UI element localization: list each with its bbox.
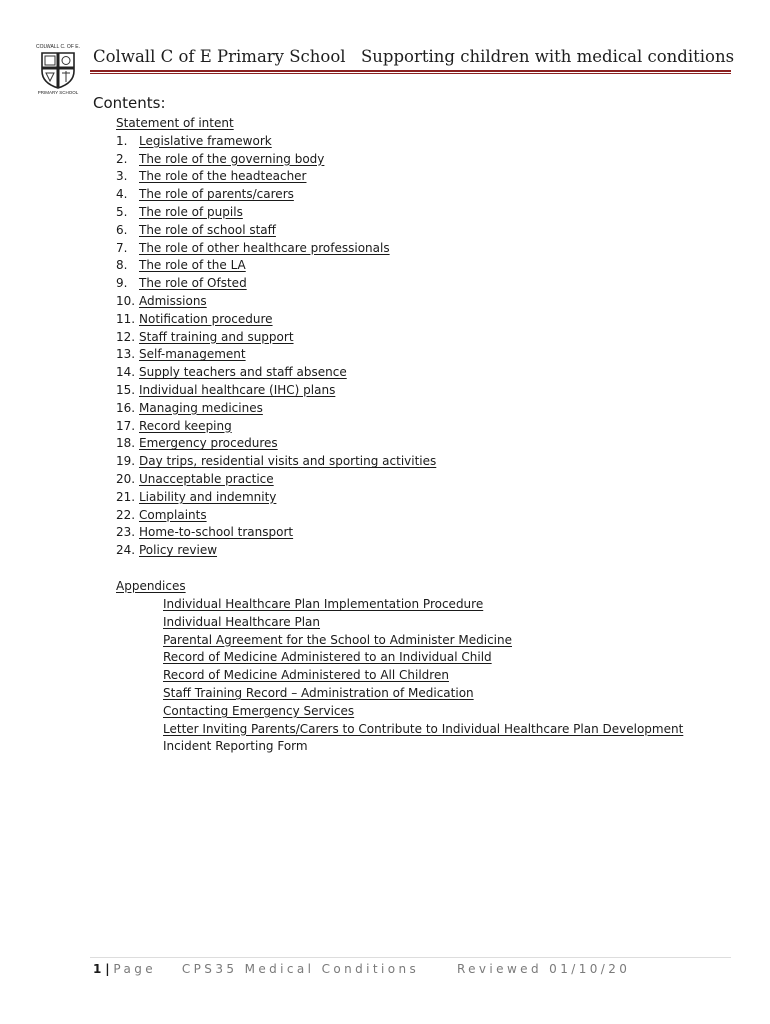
logo-bottom-text: PRIMARY SCHOOL xyxy=(37,90,79,95)
toc-number: 4. xyxy=(116,187,128,202)
contents-heading: Contents: xyxy=(93,94,166,112)
appendix-link[interactable]: Individual Healthcare Plan Implementation Procedure xyxy=(163,597,484,611)
toc-number: 9. xyxy=(116,276,128,291)
toc-link[interactable]: Complaints xyxy=(139,507,207,522)
toc-link[interactable]: Unacceptable practice xyxy=(139,471,274,486)
appendix-link[interactable]: Contacting Emergency Services xyxy=(163,703,355,718)
toc-item xyxy=(116,240,436,258)
toc-number: 7. xyxy=(116,240,128,255)
appendix-link[interactable]: Record of Medicine Administered to All Children xyxy=(163,668,449,683)
toc-link[interactable]: Liability and indemnity xyxy=(139,489,277,504)
toc-link[interactable]: Legislative framework xyxy=(139,133,272,148)
toc-item xyxy=(116,542,436,560)
toc-item xyxy=(116,257,436,275)
toc-item xyxy=(116,471,436,489)
toc-item xyxy=(116,186,436,204)
school-logo xyxy=(36,44,80,96)
toc-number: 12. xyxy=(116,329,136,344)
appendices-list xyxy=(163,596,683,756)
toc-item xyxy=(116,329,436,347)
toc-number: 14. xyxy=(116,365,136,380)
school-crest-icon xyxy=(40,51,76,89)
appendix-link[interactable]: Individual Healthcare Plan xyxy=(163,614,321,629)
header-school-name: Colwall C of E Primary School xyxy=(93,47,346,66)
toc-link[interactable]: The role of other healthcare professionals xyxy=(139,240,390,255)
toc-item xyxy=(116,133,436,151)
toc-item xyxy=(116,507,436,525)
footer-page-word: Page xyxy=(113,962,157,976)
toc-link[interactable]: Home-to-school transport xyxy=(139,525,294,540)
toc-number: 8. xyxy=(116,258,128,273)
header-rule xyxy=(90,70,731,72)
appendix-link[interactable]: Letter Inviting Parents/Carers to Contribute to Individual Healthcare Plan Development xyxy=(163,721,684,736)
toc-link[interactable]: Admissions xyxy=(139,293,207,308)
toc-number: 5. xyxy=(116,204,128,219)
toc-item xyxy=(116,275,436,293)
toc-number: 10. xyxy=(116,293,136,308)
toc-item xyxy=(116,435,436,453)
toc-item xyxy=(116,204,436,222)
toc-item xyxy=(116,400,436,418)
logo-top-text: COLWALL C. OF E. xyxy=(36,44,80,50)
footer-rule xyxy=(90,957,731,958)
toc-number: 11. xyxy=(116,311,136,326)
toc-number: 6. xyxy=(116,222,128,237)
toc-link[interactable]: Emergency procedures xyxy=(139,436,278,451)
page-number: 1 xyxy=(93,962,102,976)
toc-number: 17. xyxy=(116,418,136,433)
toc-number: 15. xyxy=(116,382,136,397)
page-footer xyxy=(93,962,630,976)
toc-item xyxy=(116,151,436,169)
toc-number: 2. xyxy=(116,151,128,166)
toc-number: 21. xyxy=(116,489,136,504)
toc-number: 24. xyxy=(116,543,136,558)
toc-link[interactable]: Staff training and support xyxy=(139,329,294,344)
appendix-link[interactable]: Staff Training Record – Administration of Medication xyxy=(163,685,474,700)
toc-link[interactable]: The role of school staff xyxy=(139,222,276,237)
appendix-link[interactable]: Parental Agreement for the School to Administer Medicine xyxy=(163,632,512,647)
toc-link[interactable]: The role of the governing body xyxy=(139,151,325,166)
toc-number: 20. xyxy=(116,471,136,486)
toc-item xyxy=(116,524,436,542)
toc-link[interactable]: Record keeping xyxy=(139,418,232,433)
header-document-title: Supporting children with medical conditions xyxy=(361,47,735,66)
toc-number: 22. xyxy=(116,507,136,522)
toc-number: 18. xyxy=(116,436,136,451)
footer-reviewed: Reviewed 01/10/20 xyxy=(456,962,631,976)
appendix-item-incident-form: Incident Reporting Form xyxy=(163,739,308,754)
toc-item xyxy=(116,346,436,364)
toc-link[interactable]: Notification procedure xyxy=(139,311,273,326)
appendix-link[interactable]: Record of Medicine Administered to an Individual Child xyxy=(163,650,492,665)
footer-doc-ref: CPS35 Medical Conditions xyxy=(181,962,420,976)
toc-item xyxy=(116,418,436,436)
toc-link[interactable]: Self-management xyxy=(139,347,246,362)
toc-link[interactable]: The role of the headteacher xyxy=(139,169,307,184)
toc-link[interactable]: Managing medicines xyxy=(139,400,263,415)
toc-number: 3. xyxy=(116,169,128,184)
toc-item xyxy=(116,222,436,240)
toc-item xyxy=(116,293,436,311)
toc-link[interactable]: The role of parents/carers xyxy=(139,187,294,202)
toc-item xyxy=(116,489,436,507)
toc-number: 1. xyxy=(116,133,128,148)
toc-number: 16. xyxy=(116,400,136,415)
toc-link[interactable]: The role of pupils xyxy=(139,204,243,219)
toc-item xyxy=(116,311,436,329)
toc-link[interactable]: Day trips, residential visits and sporting activities xyxy=(139,454,437,469)
toc-item xyxy=(116,168,436,186)
toc-link[interactable]: Individual healthcare (IHC) plans xyxy=(139,382,336,397)
toc-link-statement-of-intent[interactable]: Statement of intent xyxy=(116,116,234,130)
header-rule-thin xyxy=(90,73,731,74)
toc-item xyxy=(116,382,436,400)
toc-number: 19. xyxy=(116,454,136,469)
toc-item xyxy=(116,453,436,471)
toc-number: 13. xyxy=(116,347,136,362)
table-of-contents xyxy=(116,115,436,596)
footer-separator: | xyxy=(105,962,110,976)
toc-number: 23. xyxy=(116,525,136,540)
toc-link-appendices[interactable]: Appendices xyxy=(116,578,186,593)
toc-link[interactable]: The role of Ofsted xyxy=(139,276,247,291)
toc-link[interactable]: The role of the LA xyxy=(139,258,246,273)
toc-item xyxy=(116,364,436,382)
toc-link[interactable]: Supply teachers and staff absence xyxy=(139,365,347,380)
toc-link[interactable]: Policy review xyxy=(139,543,218,558)
